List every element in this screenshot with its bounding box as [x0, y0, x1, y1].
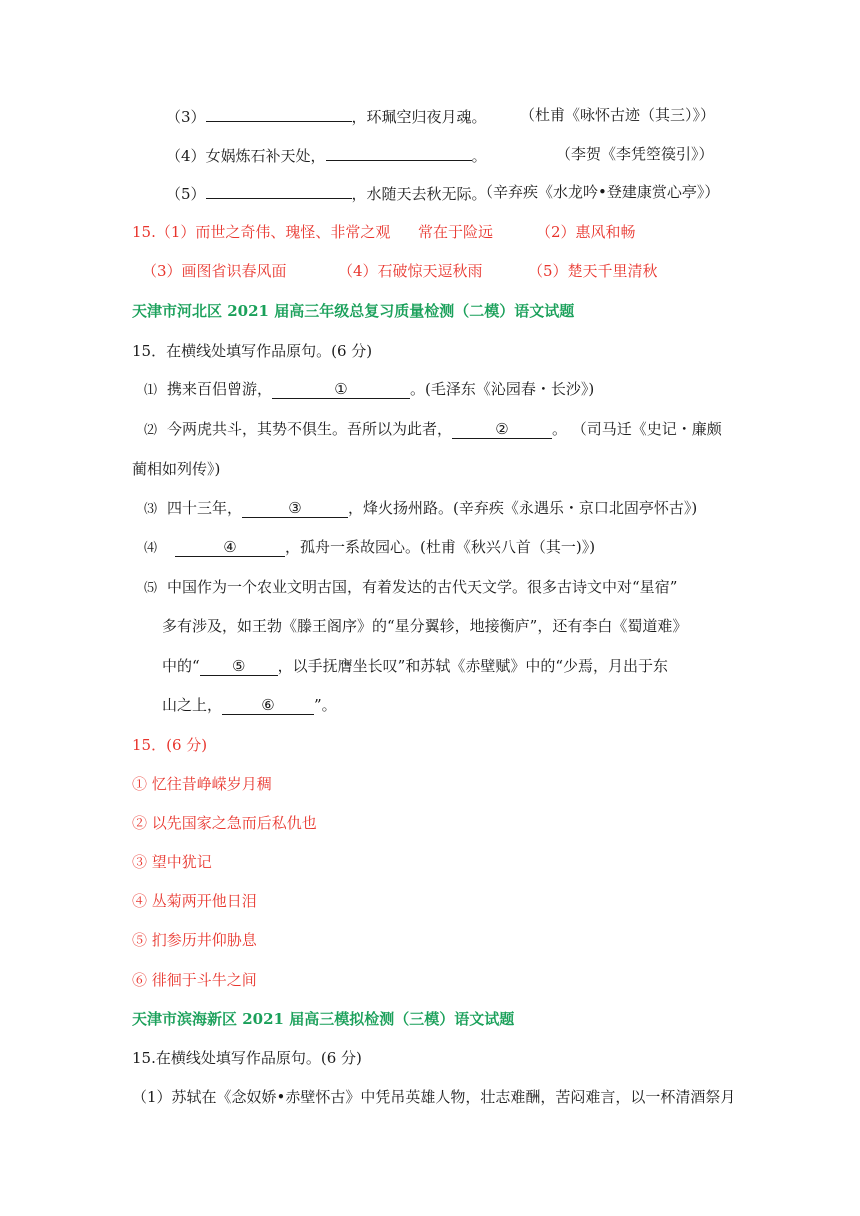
question-5-line-3	[162, 656, 668, 676]
passage-text: 中的“	[162, 657, 200, 675]
question-number: ⑷	[144, 541, 158, 556]
passage-text: 山之上，	[162, 696, 223, 714]
question-1-line	[144, 379, 594, 401]
question-3-line	[144, 498, 697, 520]
verse-text: ，烽火扬州路。(辛弃疾《永遇乐・京口北固亭怀古》)	[348, 499, 698, 517]
source-citation: （辛弃疾《水龙吟•登建康赏心亭》）	[478, 183, 720, 201]
answer-line-2a: （3）画图省识春风面	[142, 262, 287, 280]
answer-line-2b: （4）石破惊天逗秋雨	[338, 262, 483, 280]
source-citation: （李贺《李凭箜篌引》）	[556, 145, 714, 163]
verse-text: 。	[471, 147, 487, 165]
verse-text: 。(毛泽东《沁园春・长沙》)	[410, 380, 595, 398]
question-number: ⑶	[144, 502, 158, 517]
answer-blank[interactable]: ⑤	[200, 657, 278, 676]
answer-blank[interactable]: ①	[272, 380, 410, 399]
answer-blank[interactable]: ②	[452, 420, 552, 439]
answer-line-1b: 常在于险远	[418, 223, 494, 241]
question-number: （4）	[166, 147, 206, 165]
answer-line-2c: （5）楚天千里清秋	[528, 262, 658, 280]
question-4-line	[166, 144, 487, 166]
question-number: （3）	[166, 108, 206, 126]
answer-line-1c: （2）惠风和畅	[536, 223, 636, 241]
question-5-line-2: 多有涉及，如王勃《滕王阁序》的“星分翼轸，地接衡庐”，还有李白《蜀道难》	[162, 617, 688, 635]
section-heading: 天津市滨海新区 2021 届高三模拟检测（三模）语文试题	[132, 1010, 515, 1028]
question-5-line	[166, 182, 487, 204]
question-number: （5）	[166, 185, 206, 203]
section-title: 15．在横线处填写作品原句。(6 分)	[132, 342, 373, 360]
section-heading: 天津市河北区 2021 届高三年级总复习质量检测（二模）语文试题	[132, 302, 575, 320]
answer-blank[interactable]: ③	[242, 499, 348, 518]
answer-item: ⑥ 徘徊于斗牛之间	[132, 971, 257, 989]
question-5-line-4	[162, 695, 337, 715]
answer-blank[interactable]	[326, 144, 472, 161]
passage-text: 中国作为一个农业文明古国，有着发达的古代天文学。很多古诗文中对“星宿”	[167, 578, 678, 596]
answer-item: ③ 望中犹记	[132, 853, 212, 871]
question-2-line	[144, 419, 722, 441]
answer-blank[interactable]: ④	[175, 538, 285, 557]
answer-blank[interactable]	[206, 182, 352, 199]
verse-text: 四十三年，	[167, 499, 243, 517]
verse-text: ，环珮空归夜月魂。	[351, 108, 487, 126]
verse-text: ，孤舟一系故园心。(杜甫《秋兴八首（其一)》)	[285, 538, 596, 556]
question-number: ⑴	[144, 383, 158, 398]
verse-text: 今两虎共斗，其势不俱生。吾所以为此者，	[167, 420, 453, 438]
passage-text: ，以手抚膺坐长叹”和苏轼《赤壁赋》中的“少焉，月出于东	[277, 657, 669, 675]
question-3-line	[166, 105, 487, 127]
question-number: ⑸	[144, 581, 158, 596]
verse-text: ，水随天去秋无际。	[351, 185, 487, 203]
answer-item: ⑤ 扪参历井仰胁息	[132, 931, 257, 949]
source-citation: （杜甫《咏怀古迹（其三）》）	[520, 106, 716, 124]
passage-text: ”。	[314, 696, 337, 714]
question-2-continuation: 蔺相如列传》)	[132, 460, 221, 478]
question-5-line-1	[144, 577, 677, 599]
question-number: ⑵	[144, 423, 158, 438]
answer-blank[interactable]: ⑥	[222, 696, 314, 715]
verse-text: 女娲炼石补天处，	[205, 147, 326, 165]
question-1-line: （1）苏轼在《念奴娇•赤壁怀古》中凭吊英雄人物，壮志难酬，苦闷难言，以一杯清酒祭月	[132, 1088, 736, 1106]
verse-text: 。 （司马迁《史记・廉颇	[552, 420, 722, 438]
question-4-line	[144, 537, 595, 559]
answer-item: ① 忆往昔峥嵘岁月稠	[132, 775, 272, 793]
verse-text: 携来百侣曾游，	[167, 380, 273, 398]
answer-line-1a: 15.（1）而世之奇伟、瑰怪、非常之观	[132, 223, 391, 241]
answer-item: ④ 丛菊两开他日泪	[132, 892, 257, 910]
answer-title: 15．(6 分)	[132, 736, 208, 754]
answer-blank[interactable]	[206, 105, 352, 122]
answer-item: ② 以先国家之急而后私仇也	[132, 814, 317, 832]
section-title: 15.在横线处填写作品原句。(6 分)	[132, 1049, 362, 1067]
